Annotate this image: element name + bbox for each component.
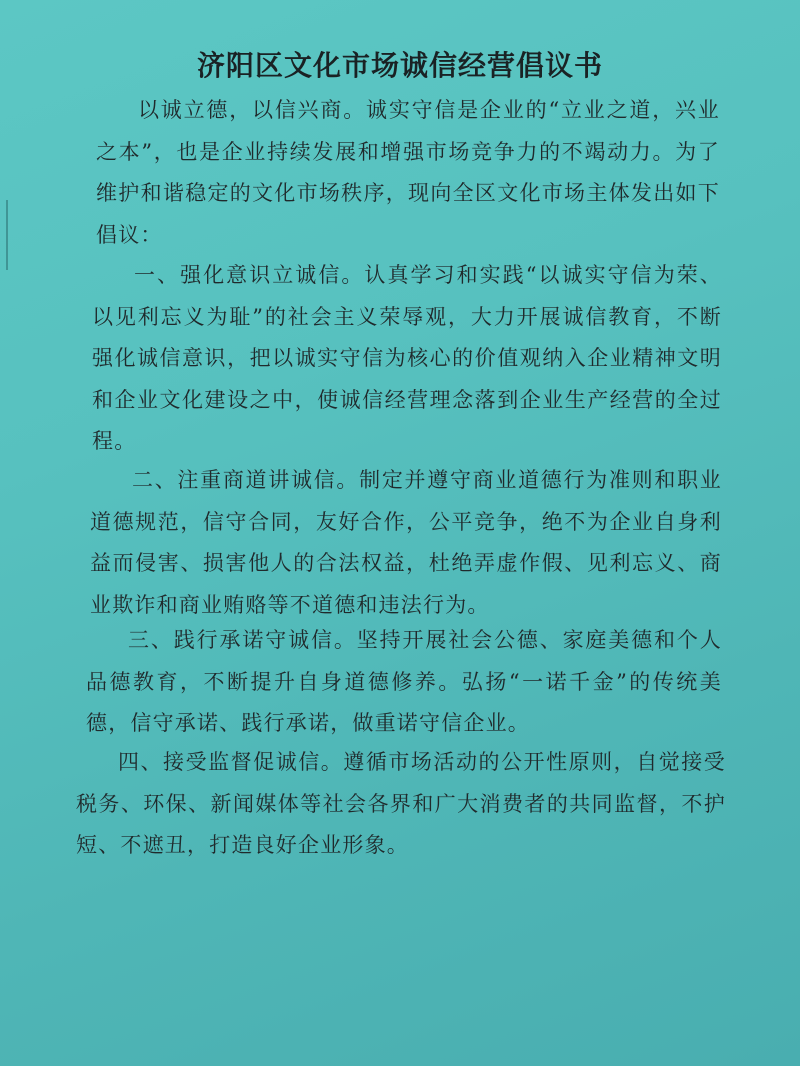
paragraph-item-1: 一、强化意识立诚信。认真学习和实践“以诚实守信为荣、以见利忘义为耻”的社会主义荣辱观，大力开展诚信教育，不断强化诚信意识，把以诚实守信为核心的价值观纳入企业精神文明和企业文化建设之中，使诚信经营理念落到企业生产经营的全过程。: [92, 263, 722, 453]
paper-edge-mark: [6, 200, 8, 270]
paragraph-item-2: 二、注重商道讲诚信。制定并遵守商业道德行为准则和职业道德规范，信守合同，友好合作，公平竞争，绝不为企业自身利益而侵害、损害他人的合法权益，杜绝弄虚作假、见利忘义、商业欺诈和商业贿赂等不道德和违法行为。: [90, 468, 722, 617]
paragraph-item-4: 四、接受监督促诚信。遵循市场活动的公开性原则，自觉接受税务、环保、新闻媒体等社会各界和广大消费者的共同监督，不护短、不遮丑，打造良好企业形象。: [76, 750, 726, 857]
intro-paragraph: 以诚立德，以信兴商。诚实守信是企业的“立业之道，兴业之本”，也是企业持续发展和增强市场竞争力的不竭动力。为了维护和谐稳定的文化市场秩序，现向全区文化市场主体发出如下倡议：: [96, 98, 720, 247]
paragraph-item-3: 三、践行承诺守诚信。坚持开展社会公德、家庭美德和个人品德教育，不断提升自身道德修养。弘扬“一诺千金”的传统美德，信守承诺、践行承诺，做重诺守信企业。: [86, 628, 722, 735]
document-title: 济阳区文化市场诚信经营倡议书: [196, 49, 603, 82]
